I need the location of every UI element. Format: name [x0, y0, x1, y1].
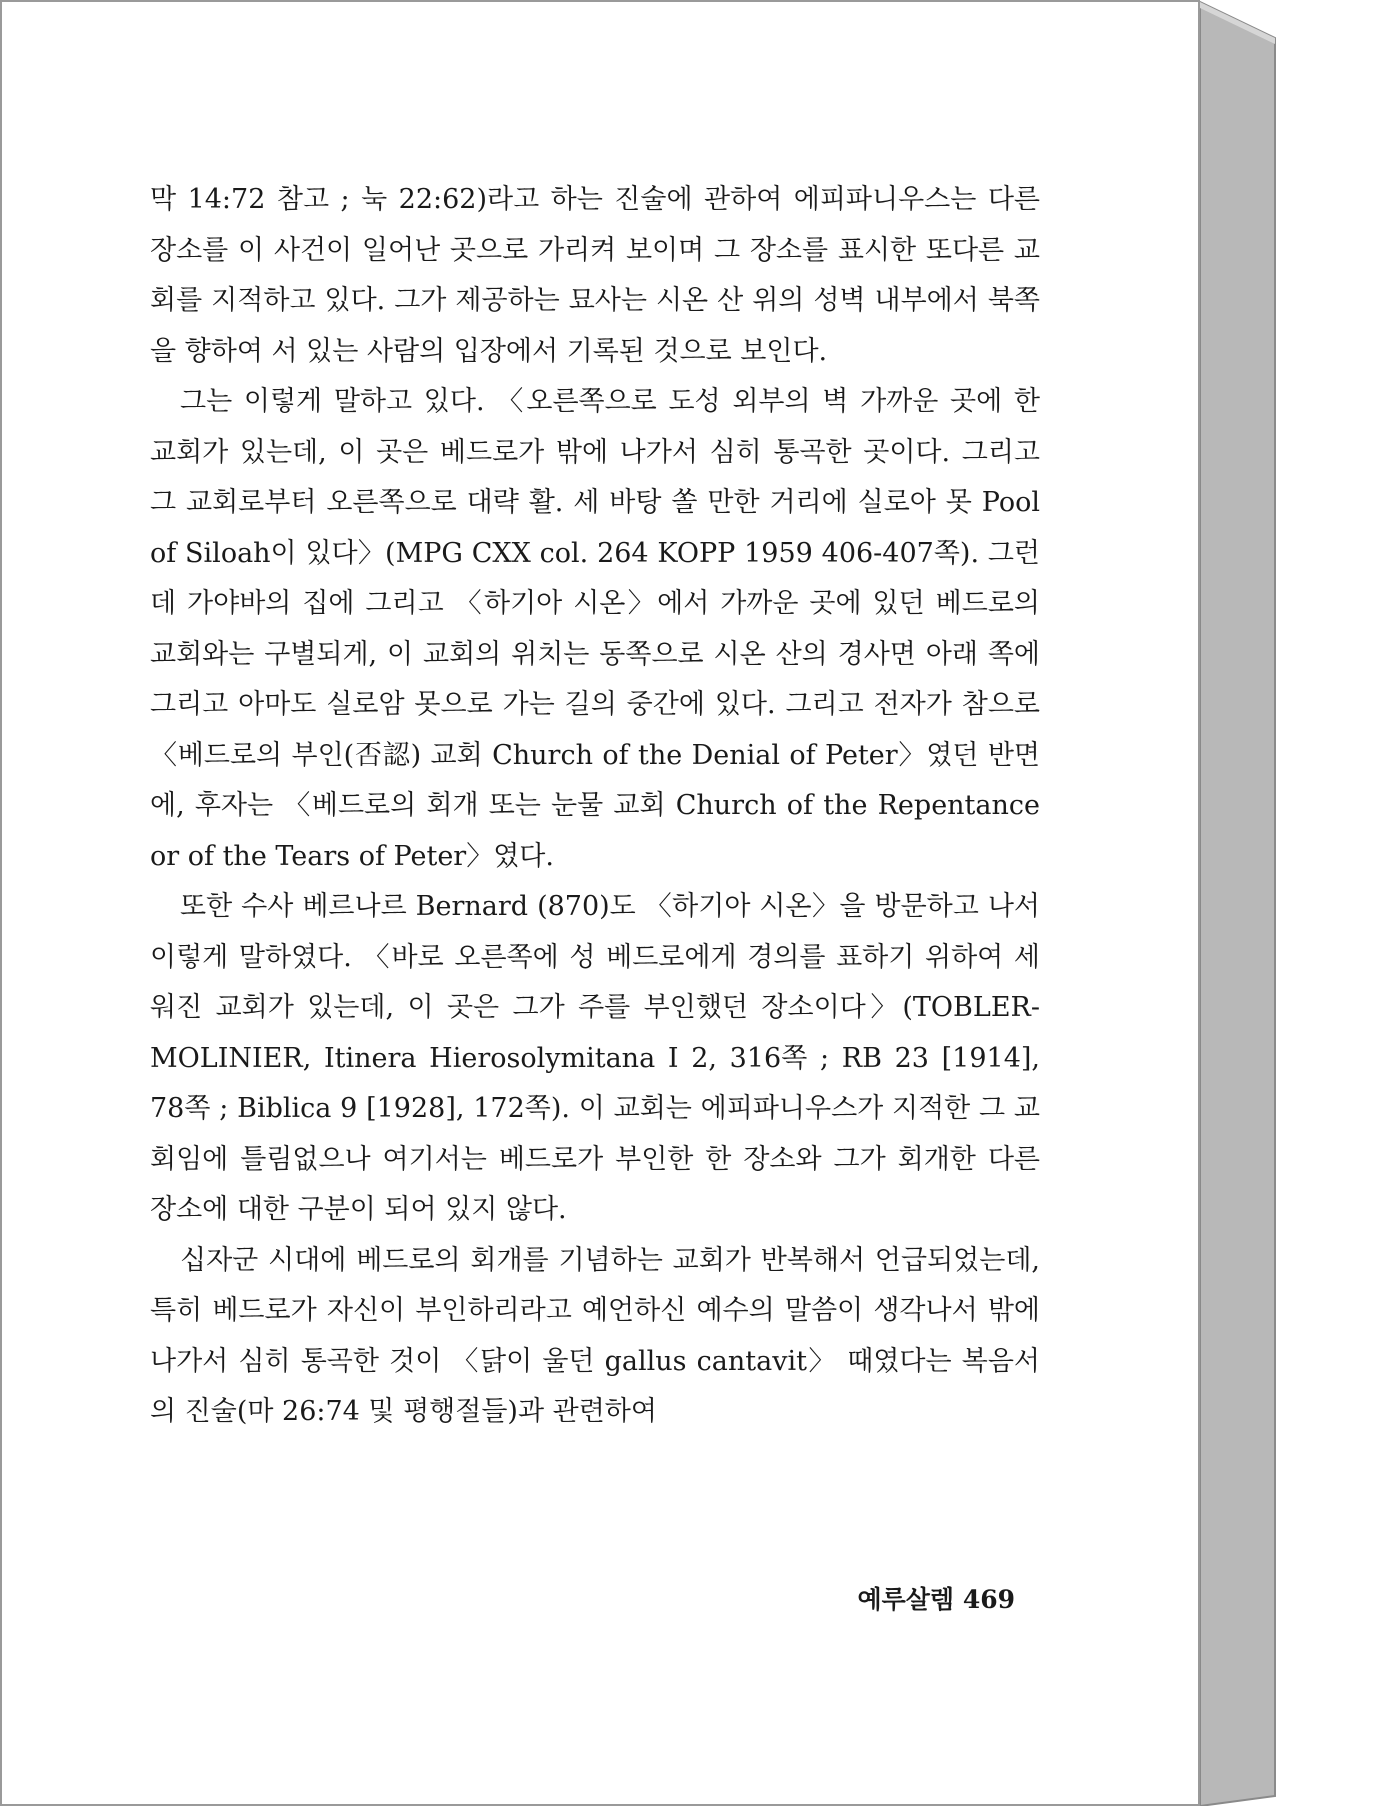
body-text — [150, 175, 1040, 1438]
paragraph-2: 그는 이렇게 말하고 있다. 〈오른쪽으로 도성 외부의 벽 가까운 곳에 한 교회가 있는데, 이 곳은 베드로가 밖에 나가서 심히 통곡한 곳이다. 그리고 그 교회로부터 오른쪽으로 대략 활. 세 바탕 쏠 만한 거리에 실로아 못 Pool of Siloah이 있다〉(MPG CXX col. 264 KOPP 1959 406-407쪽). 그런데 가야바의 집에 그리고 〈하기아 시온〉에서 가까운 곳에 있던 베드로의 교회와는 구별되게, 이 교회의 위치는 동쪽으로 시온 산의 경사면 아래 쪽에 그리고 아마도 실로암 못으로 가는 길의 중간에 있다. 그리고 전자가 참으로 〈베드로의 부인(否認) 교회 Church of the Denial of Peter〉였던 반면에, 후자는 〈베드로의 회개 또는 눈물 교회 Church of the Repentance or of the Tears of Peter〉였다. — [150, 386, 1040, 872]
paragraph-4: 십자군 시대에 베드로의 회개를 기념하는 교회가 반복해서 언급되었는데, 특히 베드로가 자신이 부인하리라고 예언하신 예수의 말씀이 생각나서 밖에 나가서 심히 통곡한 것이 〈닭이 울던 gallus cantavit〉 때였다는 복음서의 진술(마 26:74 및 평행절들)과 관련하여 — [150, 1244, 1040, 1427]
page-number: 469 — [962, 1585, 1015, 1614]
running-footer: 예루살렘 — [857, 1585, 955, 1614]
paragraph-3: 또한 수사 베르나르 Bernard (870)도 〈하기아 시온〉을 방문하고 나서 이렇게 말하였다. 〈바로 오른쪽에 성 베드로에게 경의를 표하기 위하여 세워진 교회가 있는데, 이 곳은 그가 주를 부인했던 장소이다〉(TOBLER-MOLINIER, Itinera Hierosolymitana I 2, 316쪽 ; RB 23 [1914], 78쪽 ; Biblica 9 [1928], 172쪽). 이 교회는 에피파니우스가 지적한 그 교회임에 틀림없으나 여기서는 베드로가 부인한 한 장소와 그가 회개한 다른 장소에 대한 구분이 되어 있지 않다. — [150, 891, 1040, 1225]
page-footer — [855, 1580, 1015, 1616]
paragraph-1: 막 14:72 참고 ; 눅 22:62)라고 하는 진술에 관하여 에피파니우스는 다른 장소를 이 사건이 일어난 곳으로 가리켜 보이며 그 장소를 표시한 또다른 교회를 지적하고 있다. 그가 제공하는 묘사는 시온 산 위의 성벽 내부에서 북쪽을 향하여 서 있는 사람의 입장에서 기록된 것으로 보인다. — [150, 184, 1040, 367]
